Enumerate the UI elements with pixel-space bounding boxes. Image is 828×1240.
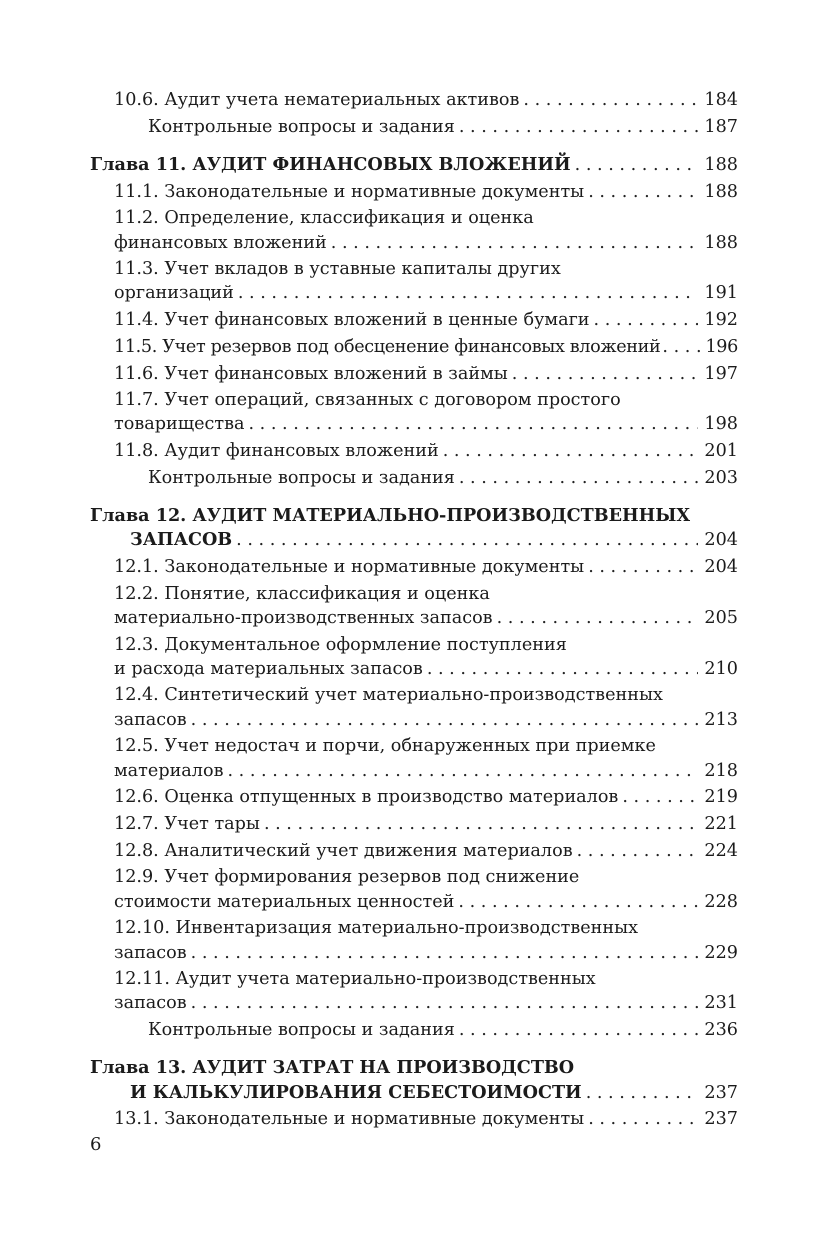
dot-leader bbox=[227, 759, 698, 783]
toc-entry bbox=[90, 916, 738, 964]
dot-leader bbox=[458, 890, 698, 914]
chapter-title-line2: ЗАПАСОВ bbox=[130, 529, 233, 551]
dot-leader bbox=[331, 231, 698, 255]
toc-entry bbox=[90, 812, 738, 836]
toc-entry-title: 11.5. Учет резервов под обесценение финансовых вложений bbox=[114, 336, 661, 357]
toc-entry-title-line1: 12.10. Инвентаризация материально-производственных bbox=[114, 918, 639, 939]
dot-leader bbox=[236, 528, 698, 552]
toc-entry-page: 219 bbox=[704, 787, 738, 808]
toc-entry-title-line2: организаций bbox=[114, 283, 234, 304]
toc-entry-title-line1: 12.2. Понятие, классификация и оценка bbox=[114, 583, 490, 604]
chapter-heading bbox=[90, 1056, 738, 1104]
toc-entry-title-line1: 12.11. Аудит учета материально-производственных bbox=[114, 969, 596, 990]
toc-entry bbox=[90, 362, 738, 386]
toc-entry-title: Контрольные вопросы и задания bbox=[148, 116, 455, 137]
toc-entry-page: 231 bbox=[704, 993, 738, 1014]
dot-leader bbox=[577, 839, 698, 863]
toc-entry-page: 196 bbox=[705, 336, 738, 357]
dot-leader bbox=[248, 412, 698, 436]
toc-entry-title: 12.1. Законодательные и нормативные документы bbox=[114, 556, 585, 577]
toc-entry-page: 188 bbox=[704, 232, 738, 253]
toc-entry-title-line2: товарищества bbox=[114, 414, 245, 435]
toc-entry-title-line1: 12.3. Документальное оформление поступления bbox=[114, 634, 567, 655]
toc-entry-page: 187 bbox=[704, 116, 738, 137]
toc-entry bbox=[90, 1107, 738, 1131]
toc-entry bbox=[90, 865, 738, 913]
toc-entry-page: 198 bbox=[704, 414, 738, 435]
toc-entry-page: 228 bbox=[704, 891, 738, 912]
dot-leader bbox=[191, 991, 698, 1015]
toc-entry-page: 210 bbox=[704, 658, 738, 679]
toc-entry-page: 203 bbox=[704, 467, 738, 488]
toc-entry bbox=[90, 388, 738, 436]
toc-entry-title: 11.1. Законодательные и нормативные документы bbox=[114, 181, 585, 202]
toc-entry-page: 205 bbox=[704, 607, 738, 628]
toc-entry-title-line2: материально-производственных запасов bbox=[114, 607, 493, 628]
toc-entry bbox=[90, 88, 738, 112]
toc-entry-page: 229 bbox=[704, 942, 738, 963]
toc-entry-page: 213 bbox=[704, 709, 738, 730]
toc-entry-title: 11.8. Аудит финансовых вложений bbox=[114, 441, 439, 462]
toc-entry bbox=[90, 839, 738, 863]
toc-entry bbox=[90, 683, 738, 731]
toc-entry-title-line1: 12.9. Учет формирования резервов под снижение bbox=[114, 867, 580, 888]
toc-entry bbox=[90, 335, 738, 359]
dot-leader bbox=[588, 1107, 698, 1131]
toc-entry bbox=[90, 734, 738, 782]
toc-entry-title-line2: материалов bbox=[114, 760, 224, 781]
toc-entry-title-line2: стоимости материальных ценностей bbox=[114, 891, 455, 912]
chapter-page: 188 bbox=[704, 154, 738, 175]
toc-entry-title: Контрольные вопросы и задания bbox=[148, 467, 455, 488]
dot-leader bbox=[662, 335, 702, 359]
dot-leader bbox=[191, 941, 698, 965]
chapter-title: Глава 11. АУДИТ ФИНАНСОВЫХ ВЛОЖЕНИЙ bbox=[90, 153, 571, 175]
dot-leader bbox=[586, 1081, 698, 1105]
toc-entry-page: 236 bbox=[704, 1020, 738, 1041]
dot-leader bbox=[264, 812, 698, 836]
toc-entry-title: 10.6. Аудит учета нематериальных активов bbox=[114, 90, 520, 110]
toc-entry-title-line2: запасов bbox=[114, 709, 187, 730]
chapter-title-line2: И КАЛЬКУЛИРОВАНИЯ СЕБЕСТОИМОСТИ bbox=[130, 1081, 582, 1103]
dot-leader bbox=[191, 708, 698, 732]
toc-entry-title: 12.6. Оценка отпущенных в производство материалов bbox=[114, 787, 619, 808]
toc-entry-title-line1: 11.3. Учет вкладов в уставные капиталы других bbox=[114, 259, 561, 280]
toc-entry bbox=[90, 206, 738, 254]
toc-entry-title: Контрольные вопросы и задания bbox=[148, 1020, 455, 1041]
toc-entry-page: 184 bbox=[704, 90, 738, 110]
table-of-contents bbox=[90, 88, 738, 1131]
toc-entry bbox=[90, 439, 738, 463]
toc-entry-page: 188 bbox=[704, 181, 738, 202]
chapter-heading bbox=[90, 153, 738, 177]
toc-entry-title: 12.7. Учет тары bbox=[114, 813, 260, 834]
toc-entry-title-line1: 12.5. Учет недостач и порчи, обнаруженных при приемке bbox=[114, 736, 656, 757]
toc-entry-title-line2: и расхода материальных запасов bbox=[114, 658, 423, 679]
toc-entry bbox=[90, 1018, 738, 1042]
dot-leader bbox=[588, 555, 698, 579]
toc-entry-page: 191 bbox=[704, 283, 738, 304]
chapter-title-line1: Глава 12. АУДИТ МАТЕРИАЛЬНО-ПРОИЗВОДСТВЕННЫХ bbox=[90, 505, 691, 527]
toc-entry-title-line1: 11.2. Определение, классификация и оценка bbox=[114, 208, 534, 229]
toc-entry-title: 13.1. Законодательные и нормативные документы bbox=[114, 1109, 585, 1130]
dot-leader bbox=[459, 466, 698, 490]
toc-entry-title-line2: финансовых вложений bbox=[114, 232, 327, 253]
dot-leader bbox=[594, 308, 698, 332]
toc-entry-title-line2: запасов bbox=[114, 993, 187, 1014]
toc-entry-page: 192 bbox=[704, 310, 738, 331]
toc-entry bbox=[90, 555, 738, 579]
dot-leader bbox=[497, 606, 698, 630]
toc-entry-page: 197 bbox=[704, 363, 738, 384]
toc-entry bbox=[90, 308, 738, 332]
toc-entry-title-line2: запасов bbox=[114, 942, 187, 963]
toc-entry bbox=[90, 785, 738, 809]
toc-entry-page: 224 bbox=[704, 840, 738, 861]
chapter-page: 204 bbox=[704, 530, 738, 551]
toc-entry bbox=[90, 115, 738, 139]
page-number: 6 bbox=[90, 1134, 102, 1155]
toc-entry bbox=[90, 967, 738, 1015]
toc-entry bbox=[90, 582, 738, 630]
dot-leader bbox=[427, 657, 698, 681]
toc-entry bbox=[90, 257, 738, 305]
toc-entry-title: 11.6. Учет финансовых вложений в займы bbox=[114, 363, 508, 384]
chapter-page: 237 bbox=[704, 1082, 738, 1103]
toc-entry-title-line1: 12.4. Синтетический учет материально-производственных bbox=[114, 685, 663, 706]
toc-entry-page: 218 bbox=[704, 760, 738, 781]
chapter-title-line1: Глава 13. АУДИТ ЗАТРАТ НА ПРОИЗВОДСТВО bbox=[90, 1057, 575, 1079]
toc-entry-page: 221 bbox=[704, 813, 738, 834]
toc-entry-page: 201 bbox=[704, 441, 738, 462]
dot-leader bbox=[622, 785, 698, 809]
toc-entry-title: 11.4. Учет финансовых вложений в ценные бумаги bbox=[114, 310, 590, 331]
dot-leader bbox=[459, 1018, 698, 1042]
dot-leader bbox=[459, 115, 698, 139]
dot-leader bbox=[443, 439, 698, 463]
toc-entry-page: 204 bbox=[704, 556, 738, 577]
dot-leader bbox=[512, 362, 698, 386]
toc-entry-page: 237 bbox=[704, 1109, 738, 1130]
chapter-heading bbox=[90, 504, 738, 552]
toc-entry bbox=[90, 466, 738, 490]
toc-entry-title-line1: 11.7. Учет операций, связанных с договором простого bbox=[114, 390, 621, 411]
dot-leader bbox=[575, 153, 698, 177]
toc-entry bbox=[90, 180, 738, 204]
dot-leader bbox=[523, 88, 698, 112]
toc-entry-title: 12.8. Аналитический учет движения материалов bbox=[114, 840, 573, 861]
dot-leader bbox=[588, 180, 698, 204]
dot-leader bbox=[238, 281, 698, 305]
toc-entry bbox=[90, 633, 738, 681]
